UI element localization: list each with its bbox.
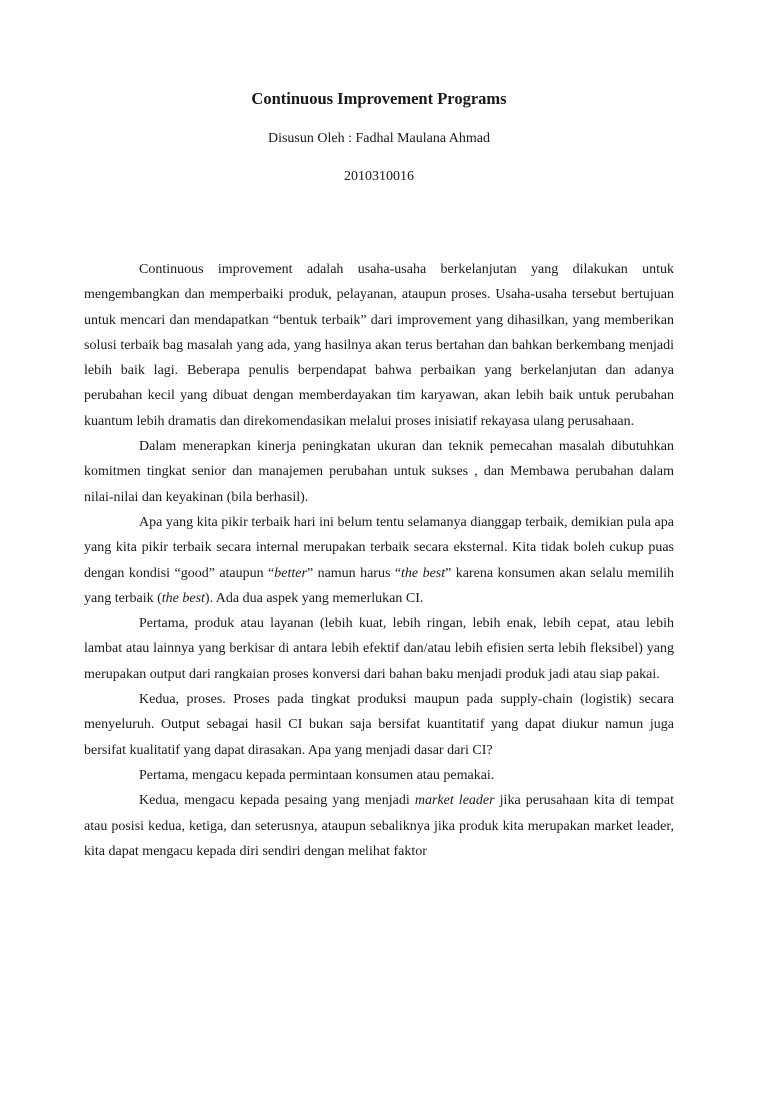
text-run: ” namun harus “ bbox=[306, 565, 402, 581]
paragraph-definition bbox=[84, 257, 674, 434]
text-run: Dalam menerapkan kinerja peningkatan ukuran dan teknik pemecahan masalah dibutuhkan komitmen tingkat senior dan manajemen perubahan untuk sukses , dan Membawa perubahan dalam nilai-nilai dan keyakinan (bila berhasil). bbox=[84, 439, 674, 505]
paragraph-first-aspect bbox=[84, 611, 674, 687]
paragraph-second-aspect bbox=[84, 687, 674, 763]
italic-text-run: market leader bbox=[414, 793, 495, 809]
document-page bbox=[0, 88, 768, 1112]
text-run: Continuous improvement adalah usaha-usaha berkelanjutan yang dilakukan untuk mengembangkan dan memperbaiki produk, pelayanan, ataupun proses. Usaha-usaha tersebut bertujuan untuk mencari dan mendapatkan “bentuk terbaik” dari improvement yang dihasilkan, yang memberikan solusi terbaik bag masalah yang ada, yang hasilnya akan terus bertahan dan bahkan berkembang menjadi lebih baik lagi. Beberapa penulis berpendapat bahwa perbaikan yang berkelanjutan dan adanya perubahan kecil yang dibuat dengan memberdayakan tim karyawan, akan lebih baik untuk perubahan kuantum lebih dramatis dan direkomendasikan melalui proses inisiatif rekayasa ulang perusahaan. bbox=[84, 262, 674, 429]
text-run: Kedua, mengacu kepada pesaing yang menjadi bbox=[139, 793, 415, 809]
text-run: ). Ada dua aspek yang memerlukan CI. bbox=[204, 590, 424, 606]
text-run: Pertama, produk atau layanan (lebih kuat, lebih ringan, lebih enak, lebih cepat, atau lebih lambat atau lainnya yang berkisar di antara lebih efektif dan/atau lebih efisien serta lebih fleksibel) yang merupakan output dari rangkaian proses konversi dari bahan baku menjadi produk jadi atau siap pakai. bbox=[84, 616, 674, 682]
paragraph-best-practice bbox=[84, 510, 674, 611]
student-id: 2010310016 bbox=[344, 169, 414, 184]
text-run: Apa yang kita pikir terbaik hari ini belum tentu selamanya dianggap terbaik, demikian pula apa yang kita pikir terbaik secara internal merupakan terbaik secara eksternal. Kita tidak boleh cukup puas dengan kondisi “good” ataupun “ bbox=[84, 514, 674, 581]
italic-text-run: better bbox=[274, 565, 307, 581]
text-run: ” karena konsumen akan selalu memilih yang terbaik ( bbox=[84, 565, 675, 606]
text-run: Pertama, mengacu kepada permintaan konsumen atau pemakai. bbox=[139, 767, 495, 783]
paragraph-implementation bbox=[84, 434, 674, 510]
text-run: jika perusahaan kita di tempat atau posisi kedua, ketiga, dan seterusnya, ataupun sebaliknya jika produk kita merupakan market leader, kita dapat mengacu kepada diri sendiri dengan melihat faktor bbox=[84, 793, 674, 859]
paragraph-basis-first bbox=[84, 763, 674, 788]
author-line: Disusun Oleh : Fadhal Maulana Ahmad bbox=[267, 131, 491, 146]
document-body bbox=[84, 257, 674, 864]
italic-text-run: the best bbox=[161, 590, 205, 606]
text-run: Kedua, proses. Proses pada tingkat produksi maupun pada supply-chain (logistik) secara menyeluruh. Output sebagai hasil CI bukan saja bersifat kuantitatif yang dapat diukur namun juga bersifat kualitatif yang dapat dirasakan. Apa yang menjadi dasar dari CI? bbox=[84, 692, 674, 758]
italic-text-run: the best bbox=[401, 565, 446, 581]
document-title: Continuous Improvement Programs bbox=[251, 89, 507, 108]
paragraph-basis-second bbox=[84, 788, 674, 864]
